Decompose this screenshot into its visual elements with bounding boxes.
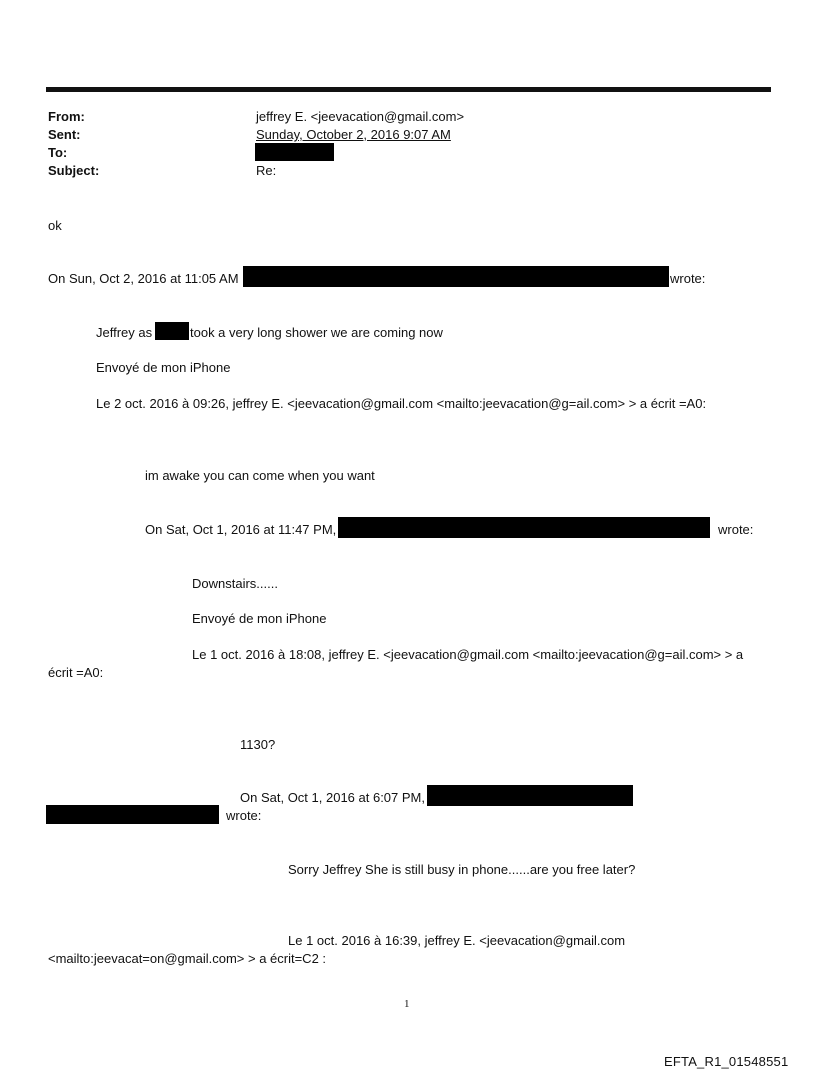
- to-label: To:: [48, 145, 68, 160]
- quote-1-redaction: [243, 266, 669, 287]
- quote-3-le-b: écrit =A0:: [48, 665, 104, 680]
- sent-label: Sent:: [48, 127, 81, 142]
- subject-value: Re:: [256, 163, 277, 178]
- quote-4-wrote: wrote:: [226, 808, 262, 823]
- page-number: 1: [404, 998, 410, 1010]
- quote-5-le-a: Le 1 oct. 2016 à 16:39, jeffrey E. <jeevacation@gmail.com: [288, 933, 626, 948]
- quote-2-intro: On Sat, Oct 1, 2016 at 11:47 PM,: [145, 522, 337, 537]
- quote-2-redaction: [338, 517, 710, 538]
- quote-4-redaction-b: [46, 805, 219, 824]
- quote-5-text: Sorry Jeffrey She is still busy in phone......are you free later?: [288, 862, 636, 877]
- from-label: From:: [48, 109, 85, 124]
- bates-number: EFTA_R1_01548551: [664, 1054, 789, 1069]
- quote-2-wrote: wrote:: [718, 522, 754, 537]
- quote-1-text-b: took a very long shower we are coming now: [190, 325, 443, 340]
- subject-label: Subject:: [48, 163, 100, 178]
- quote-3-le-a: Le 1 oct. 2016 à 18:08, jeffrey E. <jeevacation@gmail.com <mailto:jeevacation@g=ail.com> > a: [192, 647, 744, 662]
- quote-3-signature: Envoyé de mon iPhone: [192, 611, 327, 626]
- quote-1-text-a: Jeffrey as: [96, 325, 153, 340]
- header-rule: [46, 87, 771, 92]
- to-redaction: [255, 143, 334, 161]
- quote-3-text: Downstairs......: [192, 576, 278, 591]
- quote-1-wrote: wrote:: [670, 271, 706, 286]
- quote-1-signature: Envoyé de mon iPhone: [96, 360, 231, 375]
- quote-1-intro: On Sun, Oct 2, 2016 at 11:05 AM: [48, 271, 239, 286]
- quote-2-text: im awake you can come when you want: [145, 468, 375, 483]
- quote-1-name-redaction: [155, 322, 189, 340]
- quote-4-intro: On Sat, Oct 1, 2016 at 6:07 PM,: [240, 790, 425, 805]
- sent-value: Sunday, October 2, 2016 9:07 AM: [256, 127, 451, 142]
- quote-5-le-b: <mailto:jeevacat=on@gmail.com> > a écrit=C2 :: [48, 951, 327, 966]
- reply-text: ok: [48, 218, 62, 233]
- quote-4-redaction-a: [427, 785, 633, 806]
- quote-4-text: 1130?: [240, 737, 276, 752]
- from-value: jeffrey E. <jeevacation@gmail.com>: [256, 109, 465, 124]
- quote-1-le: Le 2 oct. 2016 à 09:26, jeffrey E. <jeevacation@gmail.com <mailto:jeevacation@g=ail.com> > a écrit =A0:: [96, 396, 707, 411]
